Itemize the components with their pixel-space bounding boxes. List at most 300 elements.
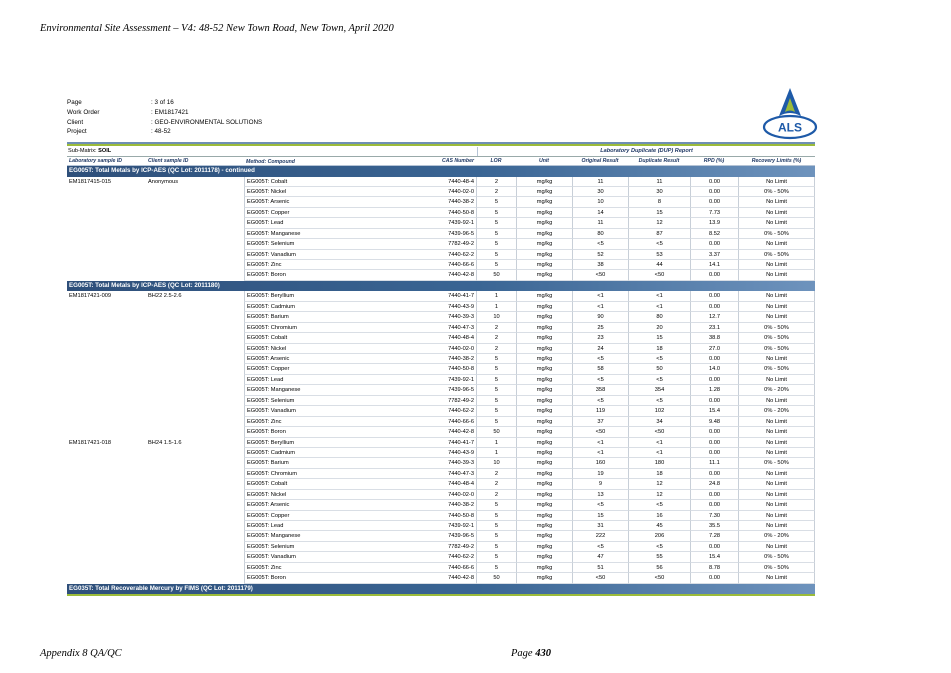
cell-rpd: 8.78 [690, 563, 738, 573]
cell-lor: 5 [476, 531, 516, 541]
cell-rpd: 7.30 [690, 511, 738, 521]
cell-recovery-limits: No Limit [738, 208, 815, 218]
cell-duplicate-result: <1 [628, 438, 690, 448]
cell-cas-number: 7782-49-2 [406, 542, 476, 552]
table-row [67, 250, 815, 260]
cell-method-compound: EG005T: Arsenic [244, 197, 406, 207]
cell-cas-number: 7440-66-6 [406, 563, 476, 573]
cell-cas-number: 7440-38-2 [406, 500, 476, 510]
cell-recovery-limits: 0% - 20% [738, 531, 815, 541]
cell-client-sample-id [146, 218, 244, 228]
meta-value: : 48-52 [151, 128, 171, 136]
cell-cas-number: 7440-41-7 [406, 291, 476, 301]
cell-cas-number: 7440-47-3 [406, 469, 476, 479]
meta-value: : GEO-ENVIRONMENTAL SOLUTIONS [151, 118, 263, 126]
cell-recovery-limits: No Limit [738, 312, 815, 322]
table-row [67, 177, 815, 187]
cell-client-sample-id: BH22 2.5-2.6 [148, 293, 182, 300]
cell-client-sample-id [146, 500, 244, 510]
cell-method-compound: EG005T: Barium [244, 458, 406, 468]
cell-client-sample-id [146, 448, 244, 458]
cell-original-result: 13 [572, 490, 628, 500]
cell-rpd: 0.00 [690, 375, 738, 385]
cell-original-result: 222 [572, 531, 628, 541]
cell-client-sample-id [146, 260, 244, 270]
cell-client-sample-id [146, 270, 244, 280]
cell-lab-sample-id [67, 344, 146, 354]
cell-lab-sample-id [67, 197, 146, 207]
cell-duplicate-result: 18 [628, 469, 690, 479]
cell-duplicate-result: 15 [628, 208, 690, 218]
cell-lab-sample-id [67, 490, 146, 500]
cell-unit: mg/kg [516, 323, 572, 333]
cell-cas-number: 7440-62-2 [406, 406, 476, 416]
table-row [67, 187, 815, 197]
cell-lab-sample-id: EM1817421-018 [69, 439, 112, 446]
cell-duplicate-result: <1 [628, 302, 690, 312]
cell-unit: mg/kg [516, 187, 572, 197]
cell-cas-number: 7440-41-7 [406, 438, 476, 448]
cell-lab-sample-id [67, 323, 146, 333]
cell-unit: mg/kg [516, 344, 572, 354]
cell-duplicate-result: 44 [628, 260, 690, 270]
cell-duplicate-result: <50 [628, 427, 690, 437]
cell-cas-number: 7439-92-1 [406, 218, 476, 228]
cell-unit: mg/kg [516, 364, 572, 374]
cell-method-compound: EG005T: Boron [244, 427, 406, 437]
cell-recovery-limits: No Limit [738, 490, 815, 500]
cell-rpd: 0.00 [690, 197, 738, 207]
cell-cas-number: 7440-02-0 [406, 490, 476, 500]
cell-duplicate-result: <5 [628, 396, 690, 406]
cell-method-compound: EG005T: Lead [244, 521, 406, 531]
cell-rpd: 12.7 [690, 312, 738, 322]
cell-lor: 5 [476, 218, 516, 228]
cell-recovery-limits: No Limit [738, 197, 815, 207]
table-row [67, 427, 815, 437]
cell-recovery-limits: No Limit [738, 375, 815, 385]
cell-unit: mg/kg [516, 448, 572, 458]
cell-rpd: 0.00 [690, 270, 738, 280]
cell-lor: 1 [476, 302, 516, 312]
table-row [67, 197, 815, 207]
cell-duplicate-result: 34 [628, 417, 690, 427]
cell-lab-sample-id [67, 511, 146, 521]
cell-lab-sample-id [67, 187, 146, 197]
table-row [67, 531, 815, 541]
cell-duplicate-result: 8 [628, 197, 690, 207]
cell-method-compound: EG005T: Nickel [244, 187, 406, 197]
cell-recovery-limits: No Limit [738, 291, 815, 301]
cell-method-compound: EG005T: Lead [244, 375, 406, 385]
col-header-lor: LOR [490, 158, 502, 164]
table-row [67, 511, 815, 521]
cell-lor: 50 [476, 427, 516, 437]
cell-recovery-limits: No Limit [738, 500, 815, 510]
cell-lab-sample-id [67, 229, 146, 239]
cell-rpd: 0.00 [690, 438, 738, 448]
cell-original-result: 358 [572, 385, 628, 395]
als-logo [761, 86, 819, 141]
cell-unit: mg/kg [516, 458, 572, 468]
cell-original-result: 11 [572, 177, 628, 187]
cell-lab-sample-id [67, 521, 146, 531]
cell-lab-sample-id [67, 208, 146, 218]
cell-client-sample-id [146, 511, 244, 521]
cell-duplicate-result: <1 [628, 448, 690, 458]
cell-original-result: 31 [572, 521, 628, 531]
meta-label: Page [67, 99, 82, 106]
cell-duplicate-result: 50 [628, 364, 690, 374]
table-row [67, 354, 815, 364]
meta-row-client [67, 118, 262, 128]
cell-original-result: 51 [572, 563, 628, 573]
cell-lor: 2 [476, 333, 516, 343]
submatrix-value: SOIL [98, 148, 112, 154]
cell-lor: 2 [476, 479, 516, 489]
cell-rpd: 0.00 [690, 354, 738, 364]
cell-unit: mg/kg [516, 438, 572, 448]
col-header-duplicate-result: Duplicate Result [638, 158, 680, 164]
cell-lor: 5 [476, 511, 516, 521]
cell-lab-sample-id [67, 573, 146, 583]
table-row [67, 396, 815, 406]
cell-client-sample-id [146, 531, 244, 541]
cell-duplicate-result: 12 [628, 479, 690, 489]
cell-lab-sample-id [67, 500, 146, 510]
cell-client-sample-id [146, 333, 244, 343]
cell-recovery-limits: 0% - 50% [738, 552, 815, 562]
footer-appendix: Appendix 8 QA/QC [40, 648, 122, 659]
cell-lor: 2 [476, 323, 516, 333]
cell-duplicate-result: <50 [628, 573, 690, 583]
footer-page-label: Page [511, 648, 533, 659]
meta-label: Project [67, 128, 87, 136]
table-row [67, 270, 815, 280]
cell-unit: mg/kg [516, 302, 572, 312]
cell-method-compound: EG005T: Beryllium [244, 438, 406, 448]
table-row [67, 490, 815, 500]
cell-rpd: 35.5 [690, 521, 738, 531]
cell-recovery-limits: 0% - 20% [738, 385, 815, 395]
cell-client-sample-id [146, 375, 244, 385]
cell-rpd: 15.4 [690, 406, 738, 416]
cell-recovery-limits: No Limit [738, 270, 815, 280]
cell-client-sample-id [146, 229, 244, 239]
table-bottom-rule [67, 594, 815, 596]
cell-unit: mg/kg [516, 385, 572, 395]
cell-recovery-limits: No Limit [738, 354, 815, 364]
cell-lab-sample-id [67, 479, 146, 489]
cell-recovery-limits: No Limit [738, 479, 815, 489]
cell-original-result: 30 [572, 187, 628, 197]
cell-lor: 5 [476, 354, 516, 364]
cell-unit: mg/kg [516, 375, 572, 385]
cell-recovery-limits: No Limit [738, 438, 815, 448]
cell-recovery-limits: No Limit [738, 542, 815, 552]
cell-client-sample-id [146, 417, 244, 427]
cell-cas-number: 7440-38-2 [406, 197, 476, 207]
cell-rpd: 0.00 [690, 500, 738, 510]
cell-recovery-limits: 0% - 50% [738, 344, 815, 354]
table-row [67, 438, 815, 448]
cell-client-sample-id [146, 563, 244, 573]
cell-lor: 5 [476, 396, 516, 406]
cell-rpd: 7.28 [690, 531, 738, 541]
cell-unit: mg/kg [516, 208, 572, 218]
cell-lor: 5 [476, 208, 516, 218]
cell-recovery-limits: No Limit [738, 521, 815, 531]
cell-lab-sample-id [67, 542, 146, 552]
cell-lor: 5 [476, 375, 516, 385]
cell-original-result: 58 [572, 364, 628, 374]
dup-report-title: Laboratory Duplicate (DUP) Report [477, 147, 815, 156]
cell-lab-sample-id [67, 250, 146, 260]
footer-page [511, 648, 551, 659]
column-header-row [67, 157, 815, 166]
cell-recovery-limits: 0% - 50% [738, 333, 815, 343]
cell-original-result: 80 [572, 229, 628, 239]
cell-unit: mg/kg [516, 552, 572, 562]
cell-duplicate-result: 45 [628, 521, 690, 531]
cell-client-sample-id [146, 302, 244, 312]
cell-duplicate-result: <5 [628, 542, 690, 552]
cell-original-result: <1 [572, 302, 628, 312]
cell-cas-number: 7440-66-6 [406, 417, 476, 427]
cell-method-compound: EG005T: Copper [244, 511, 406, 521]
cell-cas-number: 7440-43-9 [406, 302, 476, 312]
cell-client-sample-id [146, 250, 244, 260]
cell-unit: mg/kg [516, 354, 572, 364]
cell-client-sample-id [146, 573, 244, 583]
cell-rpd: 0.00 [690, 177, 738, 187]
cell-lor: 2 [476, 344, 516, 354]
col-header-client-sample-id: Client sample ID [148, 158, 189, 164]
cell-method-compound: EG005T: Selenium [244, 239, 406, 249]
cell-cas-number: 7440-38-2 [406, 354, 476, 364]
cell-unit: mg/kg [516, 479, 572, 489]
cell-method-compound: EG005T: Selenium [244, 396, 406, 406]
cell-lor: 2 [476, 490, 516, 500]
cell-lor: 1 [476, 438, 516, 448]
table-title-row [67, 147, 815, 157]
cell-recovery-limits: No Limit [738, 396, 815, 406]
table-row [67, 208, 815, 218]
cell-lor: 5 [476, 239, 516, 249]
cell-duplicate-result: 11 [628, 177, 690, 187]
cell-lor: 5 [476, 229, 516, 239]
cell-lor: 5 [476, 542, 516, 552]
cell-lab-sample-id: EM1817421-009 [69, 293, 112, 300]
cell-client-sample-id [146, 427, 244, 437]
cell-rpd: 24.8 [690, 479, 738, 489]
cell-unit: mg/kg [516, 260, 572, 270]
cell-lor: 10 [476, 312, 516, 322]
cell-original-result: <5 [572, 542, 628, 552]
cell-rpd: 0.00 [690, 396, 738, 406]
col-header-method-compound: Method: Compound [246, 159, 295, 165]
cell-method-compound: EG005T: Lead [244, 218, 406, 228]
cell-duplicate-result: <5 [628, 375, 690, 385]
cell-unit: mg/kg [516, 417, 572, 427]
cell-lor: 5 [476, 250, 516, 260]
cell-original-result: 11 [572, 218, 628, 228]
cell-cas-number: 7440-48-4 [406, 479, 476, 489]
cell-recovery-limits: 0% - 50% [738, 323, 815, 333]
table-row [67, 563, 815, 573]
cell-recovery-limits: 0% - 50% [738, 563, 815, 573]
sample-group [67, 177, 815, 281]
cell-duplicate-result: 53 [628, 250, 690, 260]
cell-cas-number: 7440-42-8 [406, 270, 476, 280]
cell-cas-number: 7440-62-2 [406, 250, 476, 260]
cell-rpd: 0.00 [690, 490, 738, 500]
cell-unit: mg/kg [516, 396, 572, 406]
sample-group [67, 291, 815, 437]
cell-cas-number: 7439-92-1 [406, 375, 476, 385]
cell-rpd: 0.00 [690, 187, 738, 197]
cell-unit: mg/kg [516, 469, 572, 479]
cell-client-sample-id [146, 396, 244, 406]
cell-original-result: 38 [572, 260, 628, 270]
col-header-original-result: Original Result [581, 158, 619, 164]
cell-duplicate-result: 87 [628, 229, 690, 239]
cell-duplicate-result: 80 [628, 312, 690, 322]
cell-lab-sample-id: EM1817415-015 [69, 178, 112, 185]
table-row [67, 302, 815, 312]
footer-page-number: 430 [535, 648, 551, 659]
cell-method-compound: EG005T: Cobalt [244, 333, 406, 343]
cell-method-compound: EG005T: Chromium [244, 323, 406, 333]
cell-cas-number: 7440-48-4 [406, 177, 476, 187]
cell-unit: mg/kg [516, 291, 572, 301]
section-header: EG005T: Total Metals by ICP-AES (QC Lot: 2011178) - continued [67, 166, 815, 177]
cell-cas-number: 7440-39-3 [406, 458, 476, 468]
cell-unit: mg/kg [516, 427, 572, 437]
cell-lor: 5 [476, 563, 516, 573]
cell-original-result: <5 [572, 396, 628, 406]
cell-unit: mg/kg [516, 511, 572, 521]
cell-client-sample-id [146, 385, 244, 395]
cell-method-compound: EG005T: Manganese [244, 531, 406, 541]
cell-original-result: 47 [572, 552, 628, 562]
cell-method-compound: EG005T: Zinc [244, 563, 406, 573]
cell-rpd: 9.48 [690, 417, 738, 427]
cell-lab-sample-id [67, 375, 146, 385]
table-row [67, 291, 815, 301]
header-rule-green [67, 144, 815, 146]
cell-cas-number: 7439-92-1 [406, 521, 476, 531]
meta-row-project [67, 127, 262, 137]
cell-lab-sample-id [67, 448, 146, 458]
cell-duplicate-result: 15 [628, 333, 690, 343]
table-row [67, 500, 815, 510]
table-row [67, 323, 815, 333]
cell-method-compound: EG005T: Arsenic [244, 500, 406, 510]
cell-lor: 5 [476, 417, 516, 427]
cell-lor: 5 [476, 406, 516, 416]
cell-original-result: <1 [572, 291, 628, 301]
cell-original-result: 14 [572, 208, 628, 218]
table-row [67, 469, 815, 479]
cell-duplicate-result: <1 [628, 291, 690, 301]
cell-rpd: 0.00 [690, 427, 738, 437]
cell-unit: mg/kg [516, 333, 572, 343]
cell-duplicate-result: 12 [628, 218, 690, 228]
cell-unit: mg/kg [516, 406, 572, 416]
cell-rpd: 8.52 [690, 229, 738, 239]
cell-method-compound: EG005T: Nickel [244, 344, 406, 354]
col-header-lab-sample-id: Laboratory sample ID [69, 158, 123, 164]
section-header: EG035T: Total Recoverable Mercury by FIMS (QC Lot: 2011179) [67, 584, 815, 595]
cell-duplicate-result: 180 [628, 458, 690, 468]
cell-unit: mg/kg [516, 500, 572, 510]
meta-row-work-order [67, 108, 262, 118]
cell-original-result: 52 [572, 250, 628, 260]
cell-original-result: <50 [572, 427, 628, 437]
cell-original-result: 19 [572, 469, 628, 479]
table-row [67, 375, 815, 385]
cell-client-sample-id [146, 364, 244, 374]
table-row [67, 448, 815, 458]
cell-lor: 2 [476, 469, 516, 479]
cell-lab-sample-id [67, 385, 146, 395]
cell-duplicate-result: 55 [628, 552, 690, 562]
cell-method-compound: EG005T: Cobalt [244, 479, 406, 489]
cell-method-compound: EG005T: Manganese [244, 229, 406, 239]
cell-lor: 5 [476, 197, 516, 207]
cell-rpd: 14.1 [690, 260, 738, 270]
cell-client-sample-id [146, 552, 244, 562]
cell-lor: 5 [476, 260, 516, 270]
cell-original-result: 25 [572, 323, 628, 333]
cell-unit: mg/kg [516, 521, 572, 531]
cell-client-sample-id [146, 469, 244, 479]
cell-method-compound: EG005T: Zinc [244, 417, 406, 427]
submatrix-label: Sub-Matrix: [68, 148, 97, 154]
cell-duplicate-result: <5 [628, 500, 690, 510]
cell-rpd: 27.0 [690, 344, 738, 354]
cell-original-result: <1 [572, 448, 628, 458]
cell-lab-sample-id [67, 312, 146, 322]
cell-method-compound: EG005T: Cadmium [244, 448, 406, 458]
cell-rpd: 1.28 [690, 385, 738, 395]
cell-cas-number: 7440-02-0 [406, 344, 476, 354]
cell-method-compound: EG005T: Manganese [244, 385, 406, 395]
cell-original-result: 24 [572, 344, 628, 354]
cell-client-sample-id [146, 354, 244, 364]
table-row [67, 344, 815, 354]
table-row [67, 417, 815, 427]
cell-unit: mg/kg [516, 270, 572, 280]
table-row [67, 218, 815, 228]
col-header-unit: Unit [538, 158, 550, 164]
cell-rpd: 15.4 [690, 552, 738, 562]
cell-original-result: 9 [572, 479, 628, 489]
cell-duplicate-result: 18 [628, 344, 690, 354]
cell-recovery-limits: No Limit [738, 417, 815, 427]
cell-unit: mg/kg [516, 312, 572, 322]
cell-cas-number: 7782-49-2 [406, 396, 476, 406]
cell-recovery-limits: No Limit [738, 302, 815, 312]
cell-client-sample-id [146, 521, 244, 531]
cell-duplicate-result: 56 [628, 563, 690, 573]
table-row [67, 479, 815, 489]
cell-unit: mg/kg [516, 531, 572, 541]
table-row [67, 573, 815, 583]
cell-client-sample-id [146, 479, 244, 489]
cell-lor: 1 [476, 448, 516, 458]
